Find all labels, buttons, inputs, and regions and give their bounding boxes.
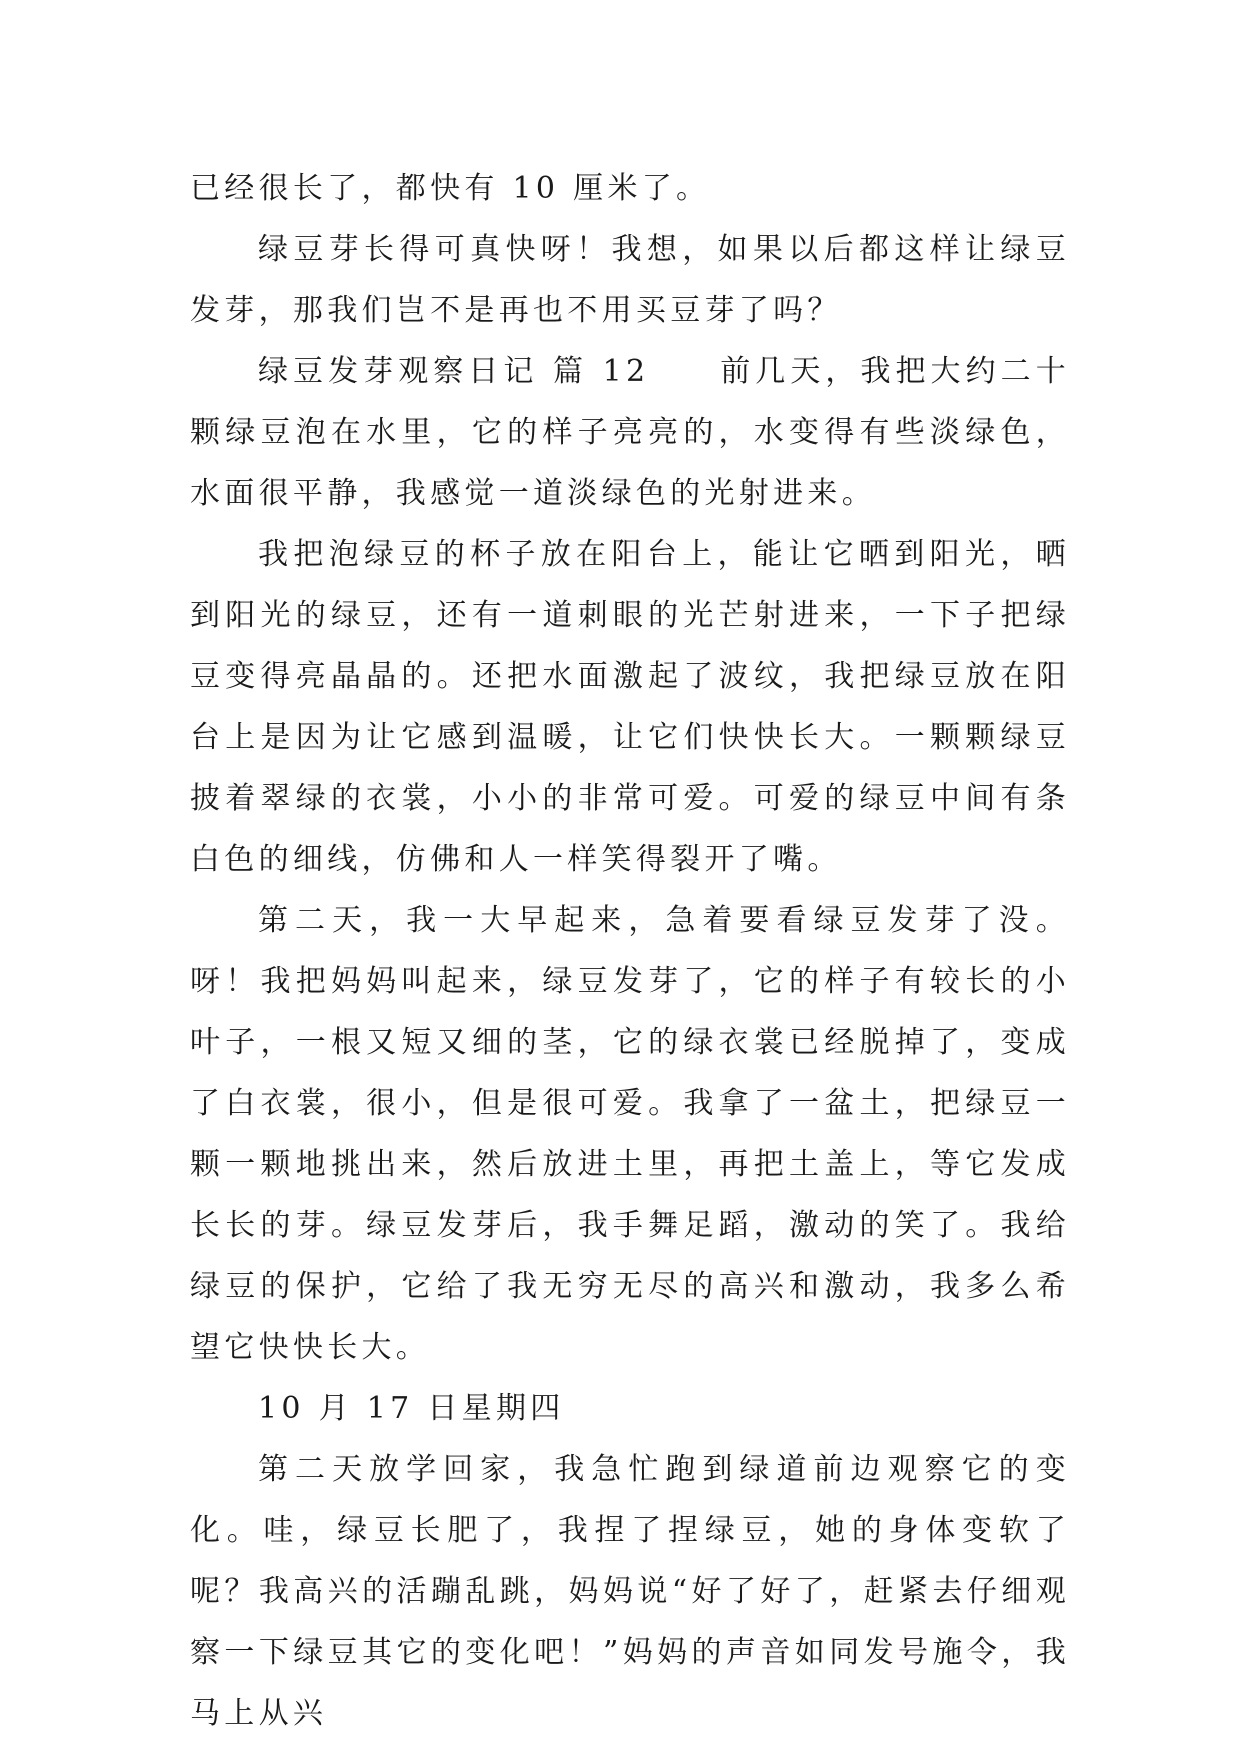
paragraph-5: 第二天，我一大早起来，急着要看绿豆发芽了没。呀！我把妈妈叫起来，绿豆发芽了，它的样子有较长的小叶子，一根又短又细的茎，它的绿衣裳已经脱掉了，变成了白衣裳，很小，但是很可爱。我拿了一盆土，把绿豆一颗一颗地挑出来，然后放进土里，再把土盖上，等它发成长长的芽。绿豆发芽后，我手舞足蹈，激动的笑了。我给绿豆的保护，它给了我无穷无尽的高兴和激动，我多么希望它快快长大。: [190, 903, 1070, 1365]
date-line: 10 月 17 日星期四: [258, 1391, 565, 1426]
paragraph-6: 第二天放学回家，我急忙跑到绿道前边观察它的变化。哇，绿豆长肥了，我捏了捏绿豆，她的身体变软了呢？我高兴的活蹦乱跳，妈妈说“好了好了，赶紧去仔细观察一下绿豆其它的变化吧！”妈妈的声音如同发号施令，我马上从兴: [190, 1452, 1070, 1731]
paragraph-1: 已经很长了，都快有 10 厘米了。: [190, 171, 711, 206]
document-body: [190, 158, 1070, 1744]
paragraph-3: 绿豆发芽观察日记 篇 12 前几天，我把大约二十颗绿豆泡在水里，它的样子亮亮的，水变得有些淡绿色，水面很平静，我感觉一道淡绿色的光射进来。: [190, 354, 1070, 511]
paragraph-4: 我把泡绿豆的杯子放在阳台上，能让它晒到阳光，晒到阳光的绿豆，还有一道刺眼的光芒射进来，一下子把绿豆变得亮晶晶的。还把水面激起了波纹，我把绿豆放在阳台上是因为让它感到温暖，让它们快快长大。一颗颗绿豆披着翠绿的衣裳，小小的非常可爱。可爱的绿豆中间有条白色的细线，仿佛和人一样笑得裂开了嘴。: [190, 537, 1070, 877]
paragraph-2: 绿豆芽长得可真快呀！我想，如果以后都这样让绿豆发芽，那我们岂不是再也不用买豆芽了吗？: [190, 232, 1070, 328]
